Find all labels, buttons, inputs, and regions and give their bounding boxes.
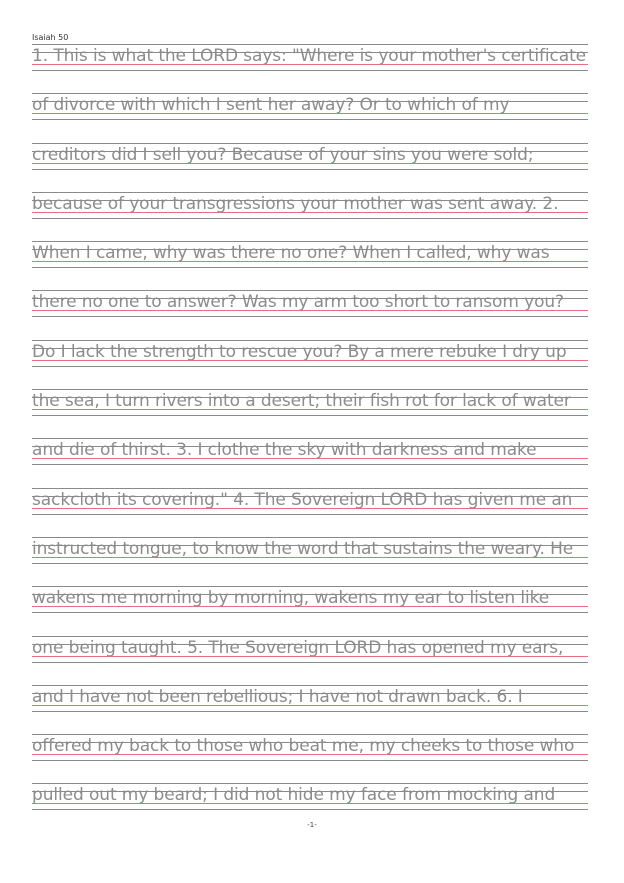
guide-rule: [32, 340, 588, 341]
guide-rule: [32, 143, 588, 144]
guide-rule: [32, 70, 588, 71]
practice-row: [32, 535, 588, 584]
guide-rule: [32, 438, 588, 439]
practice-lines: [32, 42, 588, 831]
guide-rule: [32, 537, 588, 538]
practice-row: [32, 190, 588, 239]
guide-rule: [32, 241, 588, 242]
practice-row: [32, 288, 588, 337]
guide-rule: [32, 290, 588, 291]
guide-rule: [32, 563, 588, 564]
tracing-text-line: instructed tongue, to know the word that sustains the weary. He: [32, 538, 574, 559]
tracing-text-line: there no one to answer? Was my arm too short to ransom you?: [32, 292, 564, 313]
guide-rule: [32, 119, 588, 120]
practice-row: [32, 732, 588, 781]
guide-rule: [32, 366, 588, 367]
tracing-text-line: pulled out my beard; I did not hide my face from mocking and: [32, 785, 556, 806]
page-number: -1-: [307, 821, 317, 829]
tracing-text-line: creditors did I sell you? Because of your sins you were sold;: [32, 144, 534, 165]
practice-row: [32, 91, 588, 140]
guide-rule: [32, 783, 588, 784]
guide-rule: [32, 734, 588, 735]
tracing-text-line: one being taught. 5. The Sovereign LORD has opened my ears,: [32, 637, 564, 658]
guide-rule: [32, 44, 588, 45]
guide-rule: [32, 169, 588, 170]
practice-row: [32, 436, 588, 485]
tracing-text-line: offered my back to those who beat me, my cheeks to those who: [32, 736, 575, 757]
practice-row: [32, 486, 588, 535]
guide-rule: [32, 662, 588, 663]
practice-row: [32, 141, 588, 190]
guide-rule: [32, 464, 588, 465]
guide-rule: [32, 711, 588, 712]
guide-rule: [32, 685, 588, 686]
guide-rule: [32, 514, 588, 515]
guide-rule: [32, 218, 588, 219]
tracing-text-line: of divorce with which I sent her away? Or to which of my: [32, 95, 510, 116]
guide-rule: [32, 636, 588, 637]
tracing-text-line: 1. This is what the LORD says: "Where is your mother's certificate: [32, 46, 587, 66]
tracing-text-line: wakens me morning by morning, wakens my ear to listen like: [32, 588, 550, 609]
practice-row: [32, 584, 588, 633]
page-title: Isaiah 50: [32, 33, 69, 42]
tracing-text-line: Do I lack the strength to rescue you? By a mere rebuke I dry up: [32, 341, 567, 362]
tracing-text-line: sackcloth its covering." 4. The Sovereign LORD has given me an: [32, 489, 573, 510]
guide-rule: [32, 586, 588, 587]
practice-row: [32, 387, 588, 436]
tracing-text-line: and I have not been rebellious; I have not drawn back. 6. I: [32, 686, 523, 707]
practice-row: [32, 239, 588, 288]
guide-rule: [32, 760, 588, 761]
practice-row: [32, 42, 588, 91]
tracing-text-line: because of your transgressions your mother was sent away. 2.: [32, 193, 559, 214]
guide-rule: [32, 267, 588, 268]
practice-row: [32, 683, 588, 732]
guide-rule: [32, 93, 588, 94]
tracing-text-line: and die of thirst. 3. I clothe the sky with darkness and make: [32, 440, 537, 461]
tracing-text-line: the sea, I turn rivers into a desert; their fish rot for lack of water: [32, 391, 571, 412]
guide-rule: [32, 192, 588, 193]
practice-row: [32, 338, 588, 387]
guide-rule: [32, 612, 588, 613]
guide-rule: [32, 809, 588, 810]
guide-rule: [32, 415, 588, 416]
practice-row: [32, 634, 588, 683]
guide-rule: [32, 316, 588, 317]
guide-rule: [32, 389, 588, 390]
tracing-text-line: When I came, why was there no one? When I called, why was: [32, 243, 550, 264]
guide-rule: [32, 488, 588, 489]
